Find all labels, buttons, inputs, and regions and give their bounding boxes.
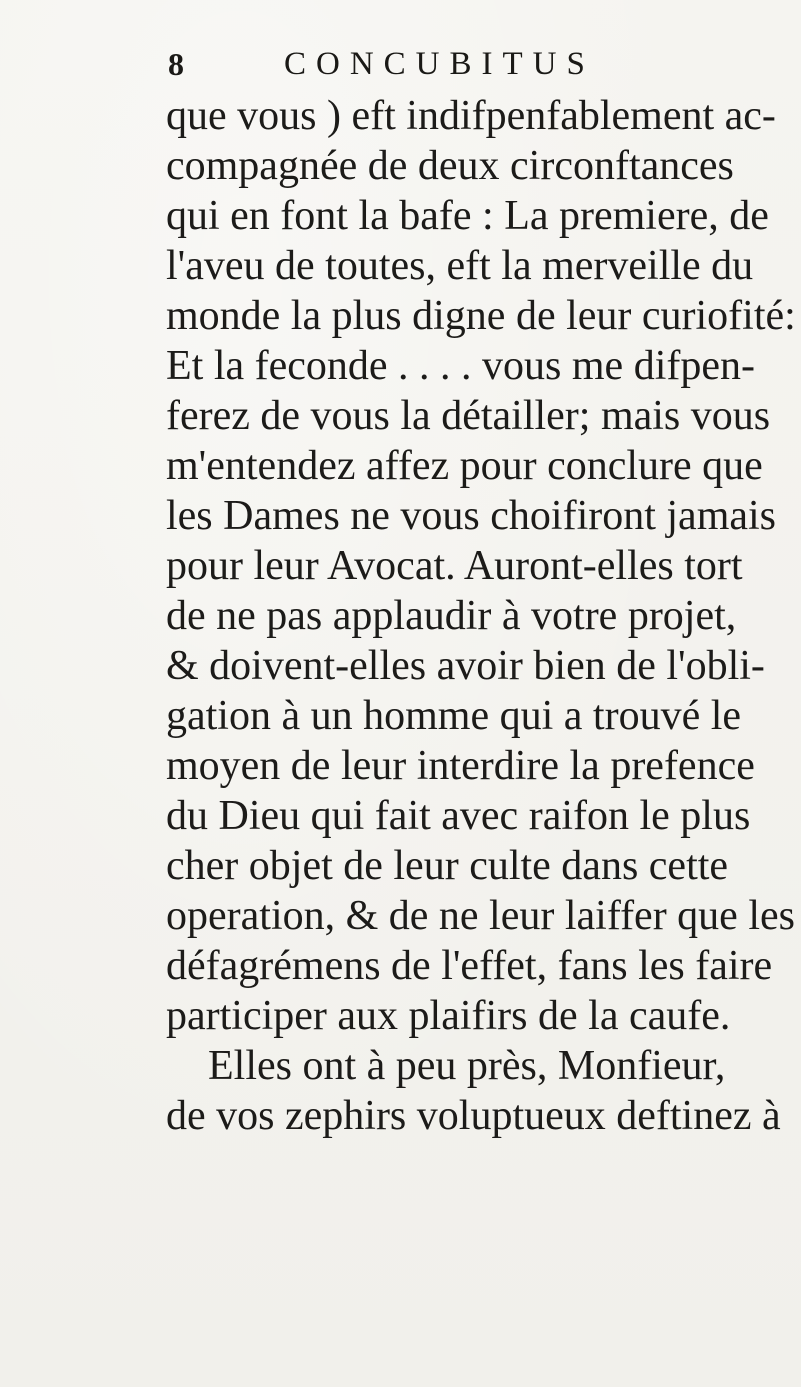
text-line: compagnée de deux circonftances: [166, 143, 734, 189]
text-line: de vos zephirs voluptueux deftinez à: [166, 1093, 781, 1139]
text-line: défagrémens de l'effet, fans les faire: [166, 943, 773, 989]
text-line: moyen de leur interdire la prefence: [166, 743, 755, 789]
text-line: l'aveu de toutes, eft la merveille du: [166, 243, 754, 289]
text-line: Elles ont à peu près, Monfieur,: [208, 1043, 726, 1089]
text-line: les Dames ne vous choifiront jamais: [166, 493, 777, 539]
text-line: qui en font la bafe : La premiere, de: [166, 193, 769, 239]
text-line: m'entendez affez pour conclure que: [166, 443, 763, 489]
text-line: gation à un homme qui a trouvé le: [166, 693, 742, 739]
text-line: operation, & de ne leur laiffer que les: [166, 893, 795, 939]
page-header: [0, 46, 801, 86]
text-line: monde la plus digne de leur curiofité:: [166, 293, 796, 339]
running-head: CONCUBITUS: [284, 46, 595, 82]
text-line: & doivent-elles avoir bien de l'obli-: [166, 643, 765, 689]
text-line: du Dieu qui fait avec raifon le plus: [166, 793, 751, 839]
text-line: pour leur Avocat. Auront-elles tort: [166, 543, 743, 589]
text-line: Et la feconde . . . . vous me difpen-: [166, 343, 755, 389]
text-line: ferez de vous la détailler; mais vous: [166, 393, 771, 439]
text-line: cher objet de leur culte dans cette: [166, 843, 729, 889]
text-line: de ne pas applaudir à votre projet,: [166, 593, 737, 639]
page-number: 8: [168, 46, 184, 82]
text-line: que vous ) eft indifpenfablement ac-: [166, 93, 776, 139]
text-line: participer aux plaifirs de la caufe.: [166, 993, 731, 1039]
